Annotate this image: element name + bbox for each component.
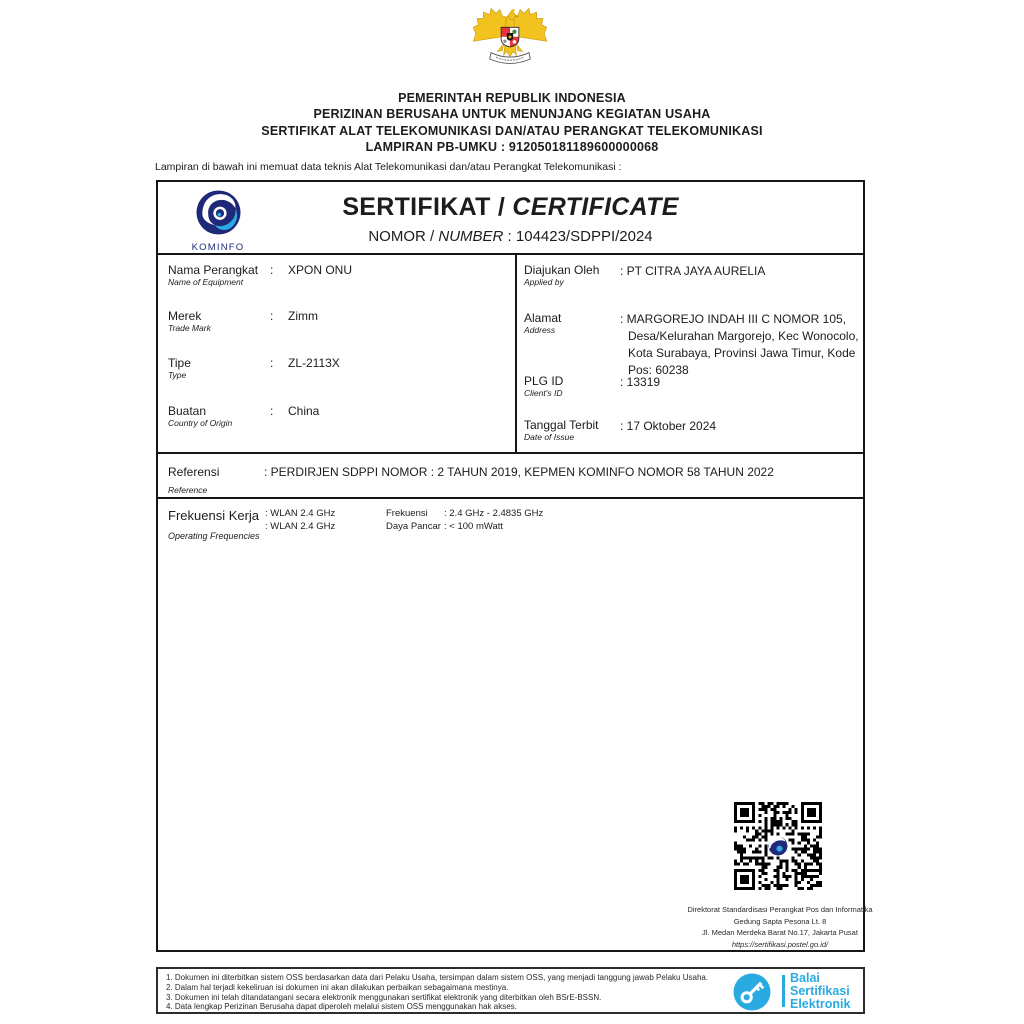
field-sublabel: Reference [168,485,208,495]
balai-line: Elektronik [790,996,851,1011]
field-merek [168,309,500,333]
title-indonesian: SERTIFIKAT / [342,193,506,221]
field-tanggal-terbit [524,418,861,442]
field-value: : PT CITRA JAYA AURELIA [620,264,766,278]
kominfo-logo-caption: KOMINFO [191,242,245,253]
field-value: China [288,404,320,418]
intro-text: Lampiran di bawah ini memuat data teknis Alat Telekomunikasi dan/atau Perangkat Telekomunikasi : [155,161,622,173]
garuda-pancasila-icon [472,8,548,72]
balai-sertifikasi-elektronik-icon [732,972,772,1012]
issuer-url: https://sertifikasi.postel.go.id/ [731,939,829,949]
field-label: PLG ID [524,374,564,388]
issuer-address [676,904,884,950]
divider [158,253,863,255]
field-frekuensi-kerja [168,508,278,541]
field-label: Tanggal Terbit [524,418,599,432]
field-nama-perangkat [168,263,500,287]
footer-box [156,967,865,1014]
spec-label: Frekuensi [386,508,428,519]
field-value: Zimm [288,309,318,323]
certificate-number [158,228,863,245]
field-sublabel: Type [168,370,187,380]
field-value: ZL-2113X [288,356,340,370]
divider [158,452,863,454]
header-line: PERIZINAN BERUSAHA UNTUK MENUNJANG KEGIATAN USAHA [313,107,711,122]
balai-line: Balai [790,971,820,985]
issuer-line: Direktorat Standardisasi Perangkat Pos dan Informatika [687,905,873,914]
title-english: CERTIFICATE [512,193,679,221]
number-label-indonesian: NOMOR / [368,228,435,245]
wlan-entry: : WLAN 2.4 GHz [265,521,336,532]
note-line: 1. Dokumen ini diterbitkan sistem OSS berdasarkan data dari Pelaku Usaha, tersimpan dalam sistem OSS, yang menjadi tanggung jawab Pelaku Usaha. [166,973,709,982]
government-header [0,90,1024,156]
referensi-value: : PERDIRJEN SDPPI NOMOR : 2 TAHUN 2019, KEPMEN KOMINFO NOMOR 58 TAHUN 2022 [264,465,774,479]
divider [158,497,863,499]
field-label: Diajukan Oleh [524,263,600,277]
certificate-box [156,180,873,952]
field-sublabel: Address [524,325,556,335]
field-value: XPON ONU [288,263,353,277]
footer-notes [166,973,708,1012]
field-label: Alamat [524,311,562,325]
field-sublabel: Client's ID [524,388,563,398]
field-colon: : [270,309,274,323]
certificate-title [158,193,863,222]
frekuensi-spec-values [444,507,543,533]
field-colon: : [270,356,274,370]
field-label: Nama Perangkat [168,263,259,277]
qr-code [734,802,822,890]
field-colon: : [270,404,274,418]
divider [782,975,785,1007]
field-sublabel: Name of Equipment [168,277,244,287]
divider [515,253,517,453]
field-sublabel: Operating Frequencies [168,531,260,541]
issuer-line: Gedung Sapta Pesona Lt. 8 [733,916,827,926]
field-buatan [168,404,500,428]
spec-value: : 2.4 GHz - 2.4835 GHz [444,508,544,519]
wlan-entry: : WLAN 2.4 GHz [265,508,336,519]
field-alamat [524,311,861,379]
field-sublabel: Date of Issue [524,432,575,442]
field-label: Buatan [168,404,207,418]
note-line: 2. Dalam hal terjadi kekeliruan isi dokumen ini akan dilakukan perbaikan sebagaimana mestinya. [166,982,509,992]
field-label: Merek [168,309,202,323]
field-value: : 17 Oktober 2024 [620,419,717,433]
field-plg-id [524,374,861,398]
field-sublabel: Trade Mark [168,323,211,333]
header-line: PEMERINTAH REPUBLIK INDONESIA [398,91,626,105]
frekuensi-wlan-list [265,507,335,533]
spec-label: Daya Pancar [386,521,441,532]
field-tipe [168,356,500,380]
field-value: : MARGOREJO INDAH III C NOMOR 105, Desa/Kelurahan Margorejo, Kec Wonocolo, Kota Surabaya, Provinsi Jawa Timur, Kode Pos: 60238 [620,312,859,377]
field-label: Frekuensi Kerja [168,508,260,523]
field-value: : 13319 [620,375,661,389]
field-label: Tipe [168,356,191,370]
field-sublabel: Applied by [524,277,564,287]
balai-sertifikasi-elektronik-label [790,972,850,1010]
frekuensi-spec-labels [386,507,441,533]
note-line: 3. Dokumen ini telah ditandatangani secara elektronik menggunakan sertifikat elektronik yang diterbitkan oleh BSrE-BSSN. [166,992,602,1002]
header-line: SERTIFIKAT ALAT TELEKOMUNIKASI DAN/ATAU PERANGKAT TELEKOMUNIKASI [261,123,763,138]
field-referensi [168,465,264,495]
number-label-english: NUMBER [438,228,504,245]
field-colon: : [270,263,274,277]
note-line: 4. Data lengkap Perizinan Berusaha dapat diperoleh melalui sistem OSS menggunakan hak akses. [166,1002,517,1012]
field-label: Referensi [168,465,220,479]
issuer-line: Jl. Medan Merdeka Barat No.17, Jakarta Pusat [702,928,858,937]
balai-line: Sertifikasi [790,983,850,998]
header-line: LAMPIRAN PB-UMKU : 912050181189600000068 [365,140,659,155]
spec-value: : < 100 mWatt [444,521,504,532]
field-sublabel: Country of Origin [168,418,233,428]
number-value: : 104423/SDPPI/2024 [507,228,653,245]
field-diajukan-oleh [524,263,861,287]
